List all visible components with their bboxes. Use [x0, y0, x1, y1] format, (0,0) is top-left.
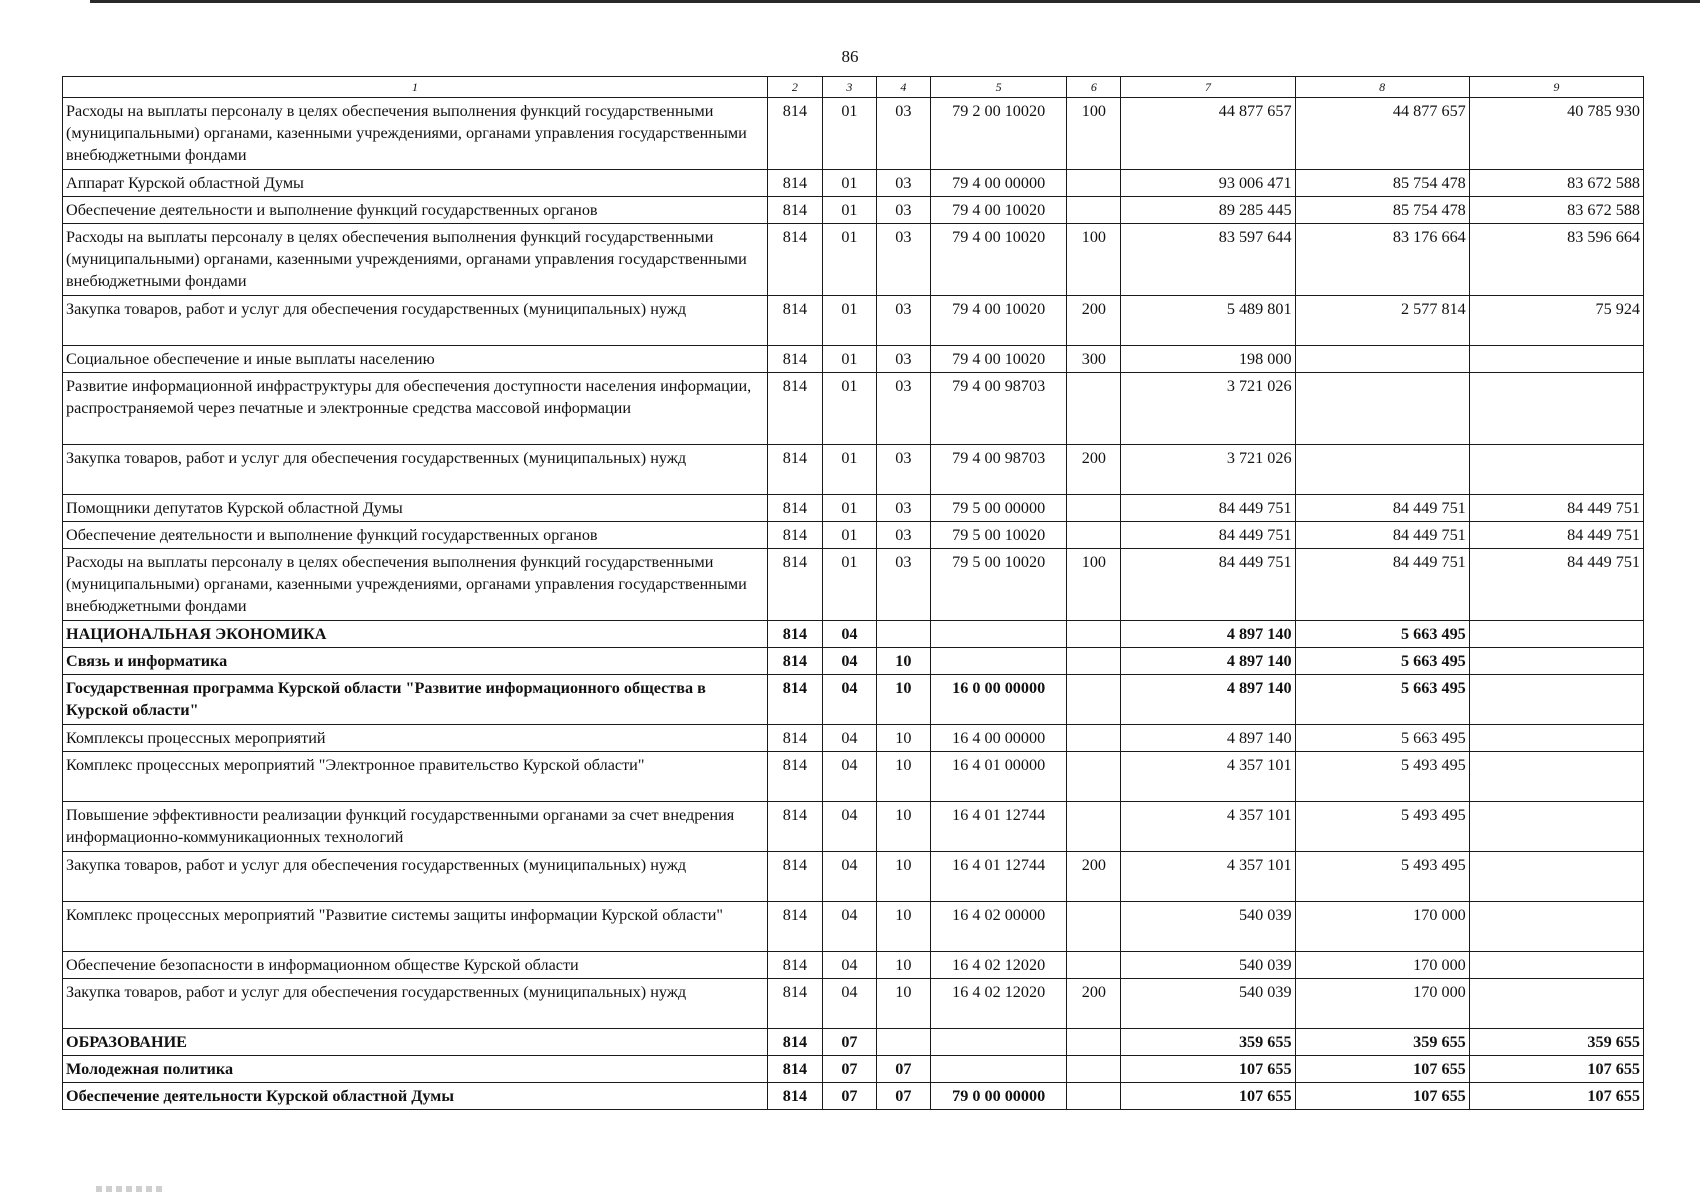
code-cell: 814	[767, 952, 822, 979]
amount-cell: 85 754 478	[1295, 197, 1469, 224]
header-cell: 9	[1469, 77, 1643, 98]
amount-cell	[1469, 952, 1643, 979]
target-article-cell: 79 5 00 10020	[930, 549, 1067, 621]
table-row	[63, 495, 1644, 522]
section-cell: 04	[822, 621, 876, 648]
expense-type-cell: 100	[1067, 224, 1121, 296]
expense-type-cell	[1067, 648, 1121, 675]
amount-cell: 359 655	[1121, 1029, 1295, 1056]
section-cell: 04	[822, 852, 876, 902]
table-row	[63, 1029, 1644, 1056]
table-row	[63, 802, 1644, 852]
row-name-cell: Связь и информатика	[63, 648, 768, 675]
table-row	[63, 621, 1644, 648]
table-row	[63, 1083, 1644, 1110]
section-cell: 04	[822, 952, 876, 979]
code-cell: 814	[767, 852, 822, 902]
expense-type-cell	[1067, 1029, 1121, 1056]
section-cell: 01	[822, 495, 876, 522]
amount-cell: 84 449 751	[1121, 549, 1295, 621]
subsection-cell: 10	[876, 902, 930, 952]
row-name-cell: Социальное обеспечение и иные выплаты населению	[63, 346, 768, 373]
amount-cell	[1295, 445, 1469, 495]
amount-cell	[1469, 445, 1643, 495]
table-row	[63, 224, 1644, 296]
amount-cell: 5 663 495	[1295, 621, 1469, 648]
row-name-cell: Комплексы процессных мероприятий	[63, 725, 768, 752]
subsection-cell: 03	[876, 495, 930, 522]
target-article-cell: 79 4 00 10020	[930, 296, 1067, 346]
subsection-cell	[876, 1029, 930, 1056]
header-cell: 8	[1295, 77, 1469, 98]
table-row	[63, 373, 1644, 445]
target-article-cell	[930, 1056, 1067, 1083]
code-cell: 814	[767, 1083, 822, 1110]
row-name-cell: Закупка товаров, работ и услуг для обеспечения государственных (муниципальных) нужд	[63, 979, 768, 1029]
section-cell: 01	[822, 346, 876, 373]
expense-type-cell	[1067, 675, 1121, 725]
row-name-cell: Развитие информационной инфраструктуры для обеспечения доступности населения информации, распространяемой через печатные и электронные средства массовой информации	[63, 373, 768, 445]
row-name-cell: Обеспечение деятельности Курской областной Думы	[63, 1083, 768, 1110]
subsection-cell: 03	[876, 522, 930, 549]
amount-cell: 84 449 751	[1121, 522, 1295, 549]
amount-cell	[1295, 373, 1469, 445]
expense-type-cell	[1067, 802, 1121, 852]
subsection-cell: 03	[876, 197, 930, 224]
code-cell: 814	[767, 224, 822, 296]
amount-cell	[1469, 648, 1643, 675]
expense-type-cell	[1067, 197, 1121, 224]
section-cell: 04	[822, 725, 876, 752]
target-article-cell: 79 2 00 10020	[930, 98, 1067, 170]
row-name-cell: Расходы на выплаты персоналу в целях обеспечения выполнения функций государственными (муниципальными) органами, казенными учреждениями, органами управления государственными внебюджетными фондами	[63, 224, 768, 296]
target-article-cell: 79 0 00 00000	[930, 1083, 1067, 1110]
row-name-cell: Закупка товаров, работ и услуг для обеспечения государственных (муниципальных) нужд	[63, 296, 768, 346]
row-name-cell: Помощники депутатов Курской областной Думы	[63, 495, 768, 522]
amount-cell: 359 655	[1469, 1029, 1643, 1056]
table-row	[63, 197, 1644, 224]
amount-cell: 4 357 101	[1121, 802, 1295, 852]
subsection-cell: 03	[876, 373, 930, 445]
amount-cell: 3 721 026	[1121, 373, 1295, 445]
amount-cell: 4 357 101	[1121, 752, 1295, 802]
subsection-cell: 03	[876, 224, 930, 296]
subsection-cell: 10	[876, 752, 930, 802]
section-cell: 01	[822, 224, 876, 296]
subsection-cell: 10	[876, 675, 930, 725]
page-number: 86	[841, 47, 859, 66]
expense-type-cell	[1067, 495, 1121, 522]
code-cell: 814	[767, 648, 822, 675]
section-cell: 01	[822, 549, 876, 621]
code-cell: 814	[767, 98, 822, 170]
row-name-cell: Государственная программа Курской области "Развитие информационного общества в Курской области"	[63, 675, 768, 725]
table-row	[63, 902, 1644, 952]
row-name-cell: ОБРАЗОВАНИЕ	[63, 1029, 768, 1056]
amount-cell: 84 449 751	[1469, 495, 1643, 522]
amount-cell: 89 285 445	[1121, 197, 1295, 224]
expense-type-cell	[1067, 1083, 1121, 1110]
target-article-cell: 79 5 00 00000	[930, 495, 1067, 522]
subsection-cell: 10	[876, 648, 930, 675]
subsection-cell: 03	[876, 98, 930, 170]
expense-type-cell	[1067, 725, 1121, 752]
subsection-cell: 10	[876, 979, 930, 1029]
amount-cell: 4 897 140	[1121, 648, 1295, 675]
amount-cell: 170 000	[1295, 952, 1469, 979]
amount-cell: 75 924	[1469, 296, 1643, 346]
amount-cell	[1469, 979, 1643, 1029]
code-cell: 814	[767, 752, 822, 802]
amount-cell	[1469, 346, 1643, 373]
scan-artifact	[96, 1186, 166, 1192]
section-cell: 04	[822, 675, 876, 725]
expense-type-cell	[1067, 952, 1121, 979]
expense-type-cell	[1067, 522, 1121, 549]
code-cell: 814	[767, 296, 822, 346]
section-cell: 01	[822, 170, 876, 197]
subsection-cell: 10	[876, 725, 930, 752]
table-row	[63, 852, 1644, 902]
target-article-cell: 79 4 00 98703	[930, 445, 1067, 495]
row-name-cell: Обеспечение безопасности в информационном обществе Курской области	[63, 952, 768, 979]
target-article-cell: 79 4 00 10020	[930, 224, 1067, 296]
amount-cell	[1469, 852, 1643, 902]
row-name-cell: Обеспечение деятельности и выполнение функций государственных органов	[63, 522, 768, 549]
amount-cell: 5 663 495	[1295, 725, 1469, 752]
table-row	[63, 1056, 1644, 1083]
target-article-cell: 79 4 00 10020	[930, 197, 1067, 224]
section-cell: 04	[822, 648, 876, 675]
amount-cell: 540 039	[1121, 979, 1295, 1029]
expense-type-cell	[1067, 373, 1121, 445]
header-cell: 4	[876, 77, 930, 98]
code-cell: 814	[767, 902, 822, 952]
target-article-cell: 79 4 00 10020	[930, 346, 1067, 373]
table-row	[63, 296, 1644, 346]
row-name-cell: Молодежная политика	[63, 1056, 768, 1083]
row-name-cell: Обеспечение деятельности и выполнение функций государственных органов	[63, 197, 768, 224]
subsection-cell: 03	[876, 296, 930, 346]
target-article-cell: 16 4 01 12744	[930, 802, 1067, 852]
subsection-cell: 07	[876, 1056, 930, 1083]
target-article-cell: 79 4 00 00000	[930, 170, 1067, 197]
amount-cell	[1469, 675, 1643, 725]
section-cell: 07	[822, 1056, 876, 1083]
amount-cell: 107 655	[1295, 1056, 1469, 1083]
row-name-cell: Повышение эффективности реализации функций государственными органами за счет внедрения информационно-коммуникационных технологий	[63, 802, 768, 852]
target-article-cell: 16 4 00 00000	[930, 725, 1067, 752]
code-cell: 814	[767, 170, 822, 197]
amount-cell	[1469, 621, 1643, 648]
code-cell: 814	[767, 1029, 822, 1056]
table-row	[63, 675, 1644, 725]
amount-cell: 4 897 140	[1121, 725, 1295, 752]
code-cell: 814	[767, 522, 822, 549]
amount-cell: 4 897 140	[1121, 621, 1295, 648]
section-cell: 01	[822, 522, 876, 549]
table-row	[63, 170, 1644, 197]
subsection-cell: 07	[876, 1083, 930, 1110]
code-cell: 814	[767, 802, 822, 852]
target-article-cell: 79 5 00 10020	[930, 522, 1067, 549]
table-row	[63, 725, 1644, 752]
table-row	[63, 98, 1644, 170]
header-cell: 1	[63, 77, 768, 98]
amount-cell: 83 672 588	[1469, 197, 1643, 224]
amount-cell: 198 000	[1121, 346, 1295, 373]
subsection-cell	[876, 621, 930, 648]
row-name-cell: НАЦИОНАЛЬНАЯ ЭКОНОМИКА	[63, 621, 768, 648]
section-cell: 04	[822, 802, 876, 852]
code-cell: 814	[767, 979, 822, 1029]
row-name-cell: Комплекс процессных мероприятий "Электронное правительство Курской области"	[63, 752, 768, 802]
row-name-cell: Расходы на выплаты персоналу в целях обеспечения выполнения функций государственными (муниципальными) органами, казенными учреждениями, органами управления государственными внебюджетными фондами	[63, 98, 768, 170]
amount-cell: 84 449 751	[1469, 549, 1643, 621]
amount-cell	[1469, 802, 1643, 852]
section-cell: 01	[822, 373, 876, 445]
amount-cell	[1469, 725, 1643, 752]
code-cell: 814	[767, 725, 822, 752]
header-cell: 2	[767, 77, 822, 98]
code-cell: 814	[767, 346, 822, 373]
table-row	[63, 549, 1644, 621]
header-cell: 6	[1067, 77, 1121, 98]
amount-cell: 84 449 751	[1295, 522, 1469, 549]
amount-cell: 5 663 495	[1295, 675, 1469, 725]
row-name-cell: Закупка товаров, работ и услуг для обеспечения государственных (муниципальных) нужд	[63, 445, 768, 495]
header-row	[63, 77, 1644, 98]
row-name-cell: Расходы на выплаты персоналу в целях обеспечения выполнения функций государственными (муниципальными) органами, казенными учреждениями, органами управления государственными внебюджетными фондами	[63, 549, 768, 621]
expense-type-cell	[1067, 170, 1121, 197]
section-cell: 01	[822, 445, 876, 495]
amount-cell: 93 006 471	[1121, 170, 1295, 197]
subsection-cell: 03	[876, 346, 930, 373]
target-article-cell: 16 4 02 12020	[930, 979, 1067, 1029]
amount-cell: 359 655	[1295, 1029, 1469, 1056]
amount-cell: 5 663 495	[1295, 648, 1469, 675]
expense-type-cell: 200	[1067, 445, 1121, 495]
expense-type-cell: 200	[1067, 852, 1121, 902]
header-cell: 3	[822, 77, 876, 98]
row-name-cell: Комплекс процессных мероприятий "Развитие системы защиты информации Курской области"	[63, 902, 768, 952]
section-cell: 04	[822, 979, 876, 1029]
amount-cell: 540 039	[1121, 952, 1295, 979]
target-article-cell	[930, 1029, 1067, 1056]
amount-cell: 5 493 495	[1295, 802, 1469, 852]
target-article-cell	[930, 648, 1067, 675]
code-cell: 814	[767, 445, 822, 495]
target-article-cell: 16 4 01 12744	[930, 852, 1067, 902]
section-cell: 01	[822, 98, 876, 170]
expense-type-cell: 100	[1067, 98, 1121, 170]
table-row	[63, 522, 1644, 549]
amount-cell: 107 655	[1121, 1056, 1295, 1083]
subsection-cell: 03	[876, 445, 930, 495]
amount-cell: 44 877 657	[1295, 98, 1469, 170]
amount-cell: 84 449 751	[1121, 495, 1295, 522]
expense-type-cell	[1067, 621, 1121, 648]
code-cell: 814	[767, 197, 822, 224]
amount-cell: 5 493 495	[1295, 852, 1469, 902]
row-name-cell: Аппарат Курской областной Думы	[63, 170, 768, 197]
table-body	[63, 98, 1644, 1110]
amount-cell: 84 449 751	[1469, 522, 1643, 549]
amount-cell: 3 721 026	[1121, 445, 1295, 495]
code-cell: 814	[767, 675, 822, 725]
amount-cell: 83 672 588	[1469, 170, 1643, 197]
table-row	[63, 752, 1644, 802]
section-cell: 01	[822, 296, 876, 346]
section-cell: 07	[822, 1083, 876, 1110]
table-row	[63, 445, 1644, 495]
amount-cell	[1469, 752, 1643, 802]
amount-cell: 107 655	[1469, 1056, 1643, 1083]
amount-cell: 84 449 751	[1295, 549, 1469, 621]
code-cell: 814	[767, 549, 822, 621]
table-row	[63, 979, 1644, 1029]
amount-cell: 83 597 644	[1121, 224, 1295, 296]
amount-cell: 4 357 101	[1121, 852, 1295, 902]
expense-type-cell: 300	[1067, 346, 1121, 373]
amount-cell: 85 754 478	[1295, 170, 1469, 197]
header-cell: 7	[1121, 77, 1295, 98]
subsection-cell: 10	[876, 952, 930, 979]
code-cell: 814	[767, 495, 822, 522]
code-cell: 814	[767, 1056, 822, 1083]
target-article-cell: 79 4 00 98703	[930, 373, 1067, 445]
amount-cell	[1295, 346, 1469, 373]
amount-cell: 170 000	[1295, 902, 1469, 952]
amount-cell: 540 039	[1121, 902, 1295, 952]
amount-cell: 107 655	[1121, 1083, 1295, 1110]
expense-type-cell: 100	[1067, 549, 1121, 621]
code-cell: 814	[767, 373, 822, 445]
budget-table	[62, 76, 1644, 1110]
expense-type-cell: 200	[1067, 979, 1121, 1029]
expense-type-cell	[1067, 1056, 1121, 1083]
section-cell: 04	[822, 902, 876, 952]
expense-type-cell	[1067, 752, 1121, 802]
target-article-cell: 16 4 01 00000	[930, 752, 1067, 802]
section-cell: 04	[822, 752, 876, 802]
target-article-cell: 16 4 02 00000	[930, 902, 1067, 952]
subsection-cell: 03	[876, 549, 930, 621]
table-row	[63, 952, 1644, 979]
amount-cell: 4 897 140	[1121, 675, 1295, 725]
amount-cell: 83 596 664	[1469, 224, 1643, 296]
code-cell: 814	[767, 621, 822, 648]
section-cell: 01	[822, 197, 876, 224]
target-article-cell: 16 0 00 00000	[930, 675, 1067, 725]
top-rule	[90, 0, 1700, 3]
section-cell: 07	[822, 1029, 876, 1056]
target-article-cell	[930, 621, 1067, 648]
amount-cell: 107 655	[1469, 1083, 1643, 1110]
amount-cell: 5 493 495	[1295, 752, 1469, 802]
subsection-cell: 10	[876, 852, 930, 902]
target-article-cell: 16 4 02 12020	[930, 952, 1067, 979]
expense-type-cell	[1067, 902, 1121, 952]
header-cell: 5	[930, 77, 1067, 98]
row-name-cell: Закупка товаров, работ и услуг для обеспечения государственных (муниципальных) нужд	[63, 852, 768, 902]
table-row	[63, 346, 1644, 373]
subsection-cell: 03	[876, 170, 930, 197]
amount-cell: 83 176 664	[1295, 224, 1469, 296]
table-row	[63, 648, 1644, 675]
amount-cell: 170 000	[1295, 979, 1469, 1029]
amount-cell: 84 449 751	[1295, 495, 1469, 522]
amount-cell: 40 785 930	[1469, 98, 1643, 170]
amount-cell: 5 489 801	[1121, 296, 1295, 346]
amount-cell: 2 577 814	[1295, 296, 1469, 346]
amount-cell	[1469, 373, 1643, 445]
amount-cell: 107 655	[1295, 1083, 1469, 1110]
amount-cell: 44 877 657	[1121, 98, 1295, 170]
amount-cell	[1469, 902, 1643, 952]
expense-type-cell: 200	[1067, 296, 1121, 346]
subsection-cell: 10	[876, 802, 930, 852]
